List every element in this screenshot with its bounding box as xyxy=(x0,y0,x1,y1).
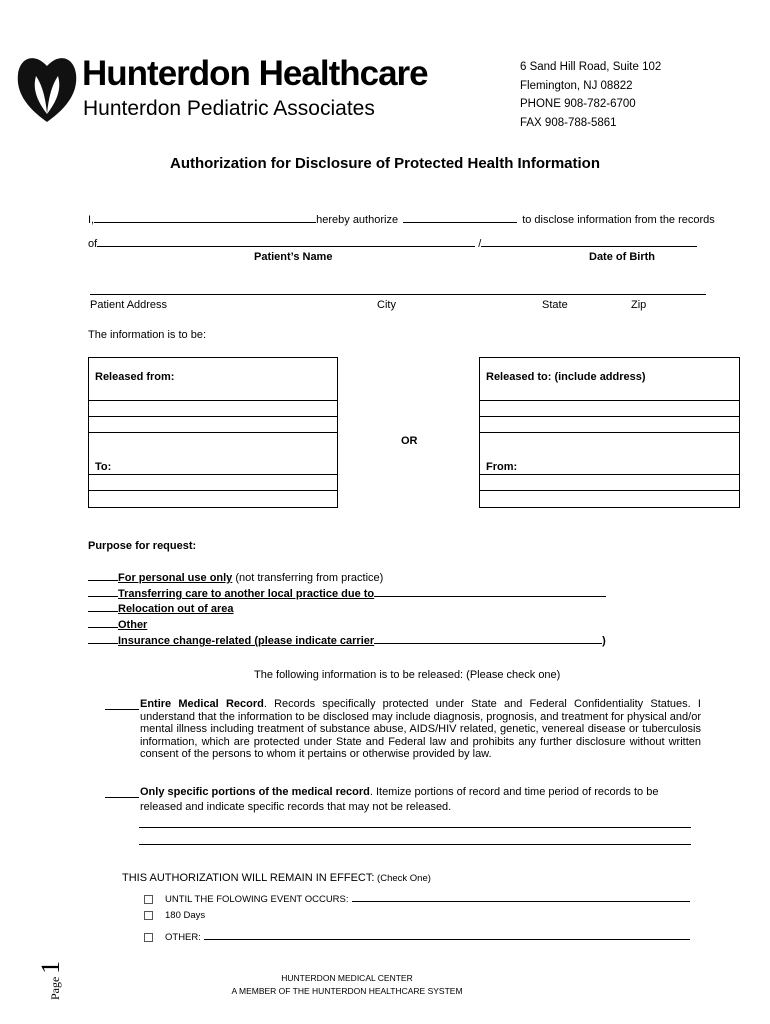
following-information-label: The following information is to be released: (Please check one) xyxy=(254,669,561,681)
purpose-heading: Purpose for request: xyxy=(88,540,197,552)
heart-leaf-logo-icon xyxy=(16,52,78,124)
patient-name-label: Patient’s Name xyxy=(254,251,333,263)
checkbox-icon[interactable] xyxy=(144,933,153,942)
slash-label: / xyxy=(478,238,482,250)
authorizer-name-field[interactable] xyxy=(94,212,316,223)
entire-record-text: . Records specifically protected under State and Federal Confidentiality Statues. I understand that the information to be disclosed may include diagnosis, prognosis, and treatment for physical and/or mental illness including treatment of substance abuse, AIDS/HIV related, genetic, venereal disease or tuberculosis information, which are protected under State and Federal law and prohibits any further disclosure without written consent of the persons to whom it pertains or otherwise provided by law. xyxy=(140,698,701,760)
entire-record-paragraph xyxy=(140,698,701,761)
purpose-option[interactable] xyxy=(88,586,606,600)
other-field[interactable] xyxy=(204,929,690,940)
released-to-line[interactable] xyxy=(480,416,739,417)
released-from-box xyxy=(88,357,338,508)
purpose-label: Other xyxy=(118,619,148,631)
practice-address xyxy=(520,58,661,132)
patient-line xyxy=(88,236,697,250)
from-line[interactable] xyxy=(480,490,739,491)
purpose-check-blank[interactable] xyxy=(88,570,118,581)
form-title: Authorization for Disclosure of Protected Health Information xyxy=(169,155,601,172)
city-label: City xyxy=(377,299,396,311)
authorized-party-field[interactable] xyxy=(403,212,517,223)
page-number: 1 xyxy=(36,960,65,974)
from-label: From: xyxy=(486,461,518,473)
purpose-check-blank[interactable] xyxy=(88,633,118,644)
information-is-to-be-label: The information is to be: xyxy=(88,329,207,341)
insurance-carrier-field[interactable] xyxy=(374,633,602,644)
closing-paren: ) xyxy=(602,635,606,647)
or-label: OR xyxy=(401,435,418,447)
effect-heading-text: THIS AUTHORIZATION WILL REMAIN IN EFFECT: xyxy=(122,872,375,884)
effect-option-other[interactable] xyxy=(144,929,690,943)
effect-option-180-days[interactable] xyxy=(144,910,205,921)
patient-address-field[interactable] xyxy=(90,293,706,295)
entire-record-check-blank[interactable] xyxy=(105,709,139,710)
address-line: Flemington, NJ 08822 xyxy=(520,79,633,92)
purpose-check-blank[interactable] xyxy=(88,601,118,612)
date-of-birth-label: Date of Birth xyxy=(589,251,655,263)
fax-line: FAX 908-788-5861 xyxy=(520,116,617,129)
logo-title: Hunterdon Healthcare xyxy=(82,54,428,93)
released-from-label: Released from: xyxy=(95,371,175,383)
purpose-option[interactable] xyxy=(88,570,383,584)
state-label: State xyxy=(542,299,568,311)
specific-portions-label: Only specific portions of the medical record xyxy=(140,786,370,798)
patient-address-label: Patient Address xyxy=(90,299,168,311)
effect-option-event[interactable] xyxy=(144,891,690,905)
released-from-line[interactable] xyxy=(89,432,337,433)
hereby-authorize-label: hereby authorize xyxy=(316,214,399,226)
purpose-label: Relocation out of area xyxy=(118,603,234,615)
released-from-line[interactable] xyxy=(89,400,337,401)
phone-line: PHONE 908-782-6700 xyxy=(520,98,636,110)
effect-option-label: 180 Days xyxy=(165,910,206,921)
checkbox-icon[interactable] xyxy=(144,895,153,904)
of-label: of xyxy=(88,238,98,250)
purpose-option[interactable] xyxy=(88,601,234,615)
logo-subtitle: Hunterdon Pediatric Associates xyxy=(83,97,375,120)
itemize-line[interactable] xyxy=(139,827,691,828)
specific-portions-paragraph xyxy=(140,785,685,815)
purpose-option[interactable] xyxy=(88,633,606,647)
event-field[interactable] xyxy=(352,891,690,902)
footer-line-1: HUNTERDON MEDICAL CENTER xyxy=(281,973,413,983)
entire-record-label: Entire Medical Record xyxy=(140,698,264,710)
page-indicator xyxy=(36,940,65,1000)
i-label: I, xyxy=(88,214,95,226)
effect-option-label: UNTIL THE FOLOWING EVENT OCCURS: xyxy=(165,894,349,905)
to-line[interactable] xyxy=(89,474,337,475)
zip-label: Zip xyxy=(631,299,647,311)
address-line: 6 Sand Hill Road, Suite 102 xyxy=(520,61,662,73)
footer xyxy=(197,973,497,996)
released-to-line[interactable] xyxy=(480,432,739,433)
purpose-label: For personal use only xyxy=(118,572,233,584)
released-to-box xyxy=(479,357,740,508)
disclose-label: to disclose information from the records xyxy=(522,214,715,226)
released-to-line[interactable] xyxy=(480,400,739,401)
purpose-check-blank[interactable] xyxy=(88,617,118,628)
checkbox-icon[interactable] xyxy=(144,911,153,920)
footer-line-2: A MEMBER OF THE HUNTERDON HEALTHCARE SYSTEM xyxy=(231,986,463,996)
effect-heading xyxy=(122,872,431,884)
patient-name-field[interactable] xyxy=(97,236,475,247)
to-line[interactable] xyxy=(89,490,337,491)
from-line[interactable] xyxy=(480,474,739,475)
authorization-line xyxy=(88,212,715,226)
released-to-label: Released to: (include address) xyxy=(486,371,646,383)
purpose-label: Transferring care to another local practice due to xyxy=(118,588,375,600)
transfer-reason-field[interactable] xyxy=(374,586,606,597)
check-one-label: (Check One) xyxy=(374,873,431,884)
released-from-line[interactable] xyxy=(89,416,337,417)
specific-portions-check-blank[interactable] xyxy=(105,797,139,798)
itemize-line[interactable] xyxy=(139,844,691,845)
purpose-label: Insurance change-related (please indicate carrier xyxy=(118,635,375,647)
page-label: Page xyxy=(48,976,62,1000)
date-of-birth-field[interactable] xyxy=(481,236,697,247)
purpose-note: (not transferring from practice) xyxy=(232,572,384,584)
effect-option-label: OTHER: xyxy=(165,932,201,943)
to-label: To: xyxy=(95,461,112,473)
purpose-check-blank[interactable] xyxy=(88,586,118,597)
specific-portions-text: . Itemize portions of record and time period of records to be released and indicate specific records that may not be released. xyxy=(140,786,659,813)
purpose-option[interactable] xyxy=(88,617,147,631)
